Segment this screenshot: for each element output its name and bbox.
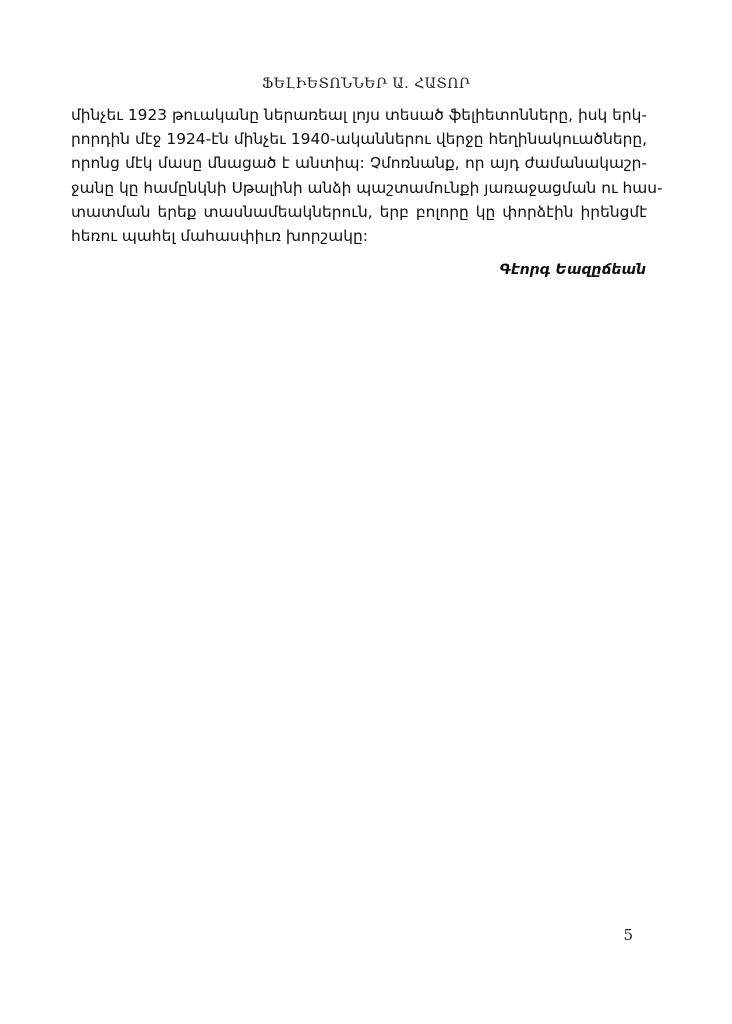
paragraph-line: րորդին մէջ 1924-էն մինչեւ 1940-ականներու վերջը հեղինակուածները,	[71, 130, 647, 149]
body-paragraph	[71, 103, 663, 248]
paragraph-line: ջանը կը համընկնի Սթալինի անձի պաշտամունքի յառաջացման ու հաս-	[71, 178, 663, 197]
author-signature: Գէորգ Եազըճեան	[499, 262, 646, 278]
paragraph-line: որոնց մէկ մասը մնացած է անտիպ: Չմոռնանք, որ այդ ժամանակաշր-	[71, 154, 647, 173]
paragraph-line: մինչեւ 1923 թուականը ներառեալ լոյս տեսած ֆելիետոնները, իսկ երկ-	[71, 106, 647, 124]
running-header: ՖԵԼԻԵՏՈՆՆԵՐ Ա. ՀԱՏՈՐ	[261, 76, 471, 92]
page-number: 5	[623, 926, 633, 944]
paragraph-line: հեռու պահել մահասփիւռ խորշակը:	[71, 227, 368, 246]
paragraph-line: տատման երեք տասնամեակներուն, երբ բոլորը կը փորձէին իրենցմէ	[71, 202, 647, 221]
